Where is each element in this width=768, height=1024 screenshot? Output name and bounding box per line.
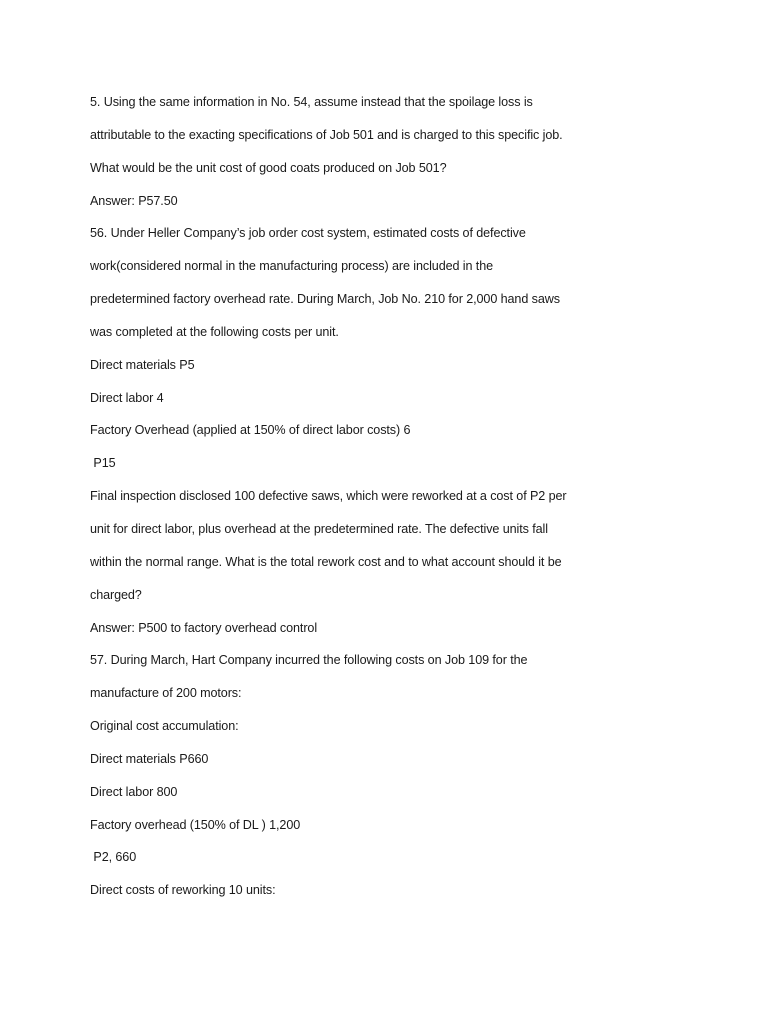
cost-item-factory-overhead: Factory Overhead (applied at 150% of direct labor costs) 6: [90, 423, 411, 438]
cost-item-direct-materials: Direct materials P5: [90, 357, 195, 372]
question-55-line-3: What would be the unit cost of good coats produced on Job 501?: [90, 160, 447, 175]
original-direct-materials: Direct materials P660: [90, 751, 209, 766]
answer-56: Answer: P500 to factory overhead control: [90, 620, 318, 635]
original-cost-heading: Original cost accumulation:: [90, 719, 239, 734]
original-direct-labor: Direct labor 800: [90, 784, 178, 799]
question-56-line-6: unit for direct labor, plus overhead at the predetermined rate. The defective units fall: [90, 521, 548, 536]
question-57-line-2: manufacture of 200 motors:: [90, 686, 242, 701]
question-55-line-1: 5. Using the same information in No. 54, assume instead that the spoilage loss is: [90, 95, 533, 109]
original-factory-overhead: Factory overhead (150% of DL ) 1,200: [90, 817, 301, 832]
question-56-line-8: charged?: [90, 587, 142, 602]
answer-55: Answer: P57.50: [90, 193, 178, 208]
question-56-line-4: was completed at the following costs per unit.: [90, 324, 339, 339]
question-56-line-5: Final inspection disclosed 100 defective saws, which were reworked at a cost of P2 per: [90, 489, 567, 504]
cost-item-direct-labor: Direct labor 4: [90, 390, 164, 405]
original-cost-total: P2, 660: [90, 850, 137, 865]
cost-total: P15: [90, 456, 116, 471]
question-56-line-7: within the normal range. What is the total rework cost and to what account should it be: [90, 554, 562, 569]
document-body: [90, 86, 690, 907]
question-57-line-1: 57. During March, Hart Company incurred the following costs on Job 109 for the: [90, 653, 528, 668]
question-56-line-3: predetermined factory overhead rate. During March, Job No. 210 for 2,000 hand saws: [90, 292, 560, 307]
question-56-line-2: work(considered normal in the manufacturing process) are included in the: [90, 259, 494, 274]
question-56-line-1: 56. Under Heller Company’s job order cost system, estimated costs of defective: [90, 226, 526, 241]
rework-costs-heading: Direct costs of reworking 10 units:: [90, 883, 276, 898]
question-55-line-2: attributable to the exacting specifications of Job 501 and is charged to this specific job.: [90, 127, 563, 142]
